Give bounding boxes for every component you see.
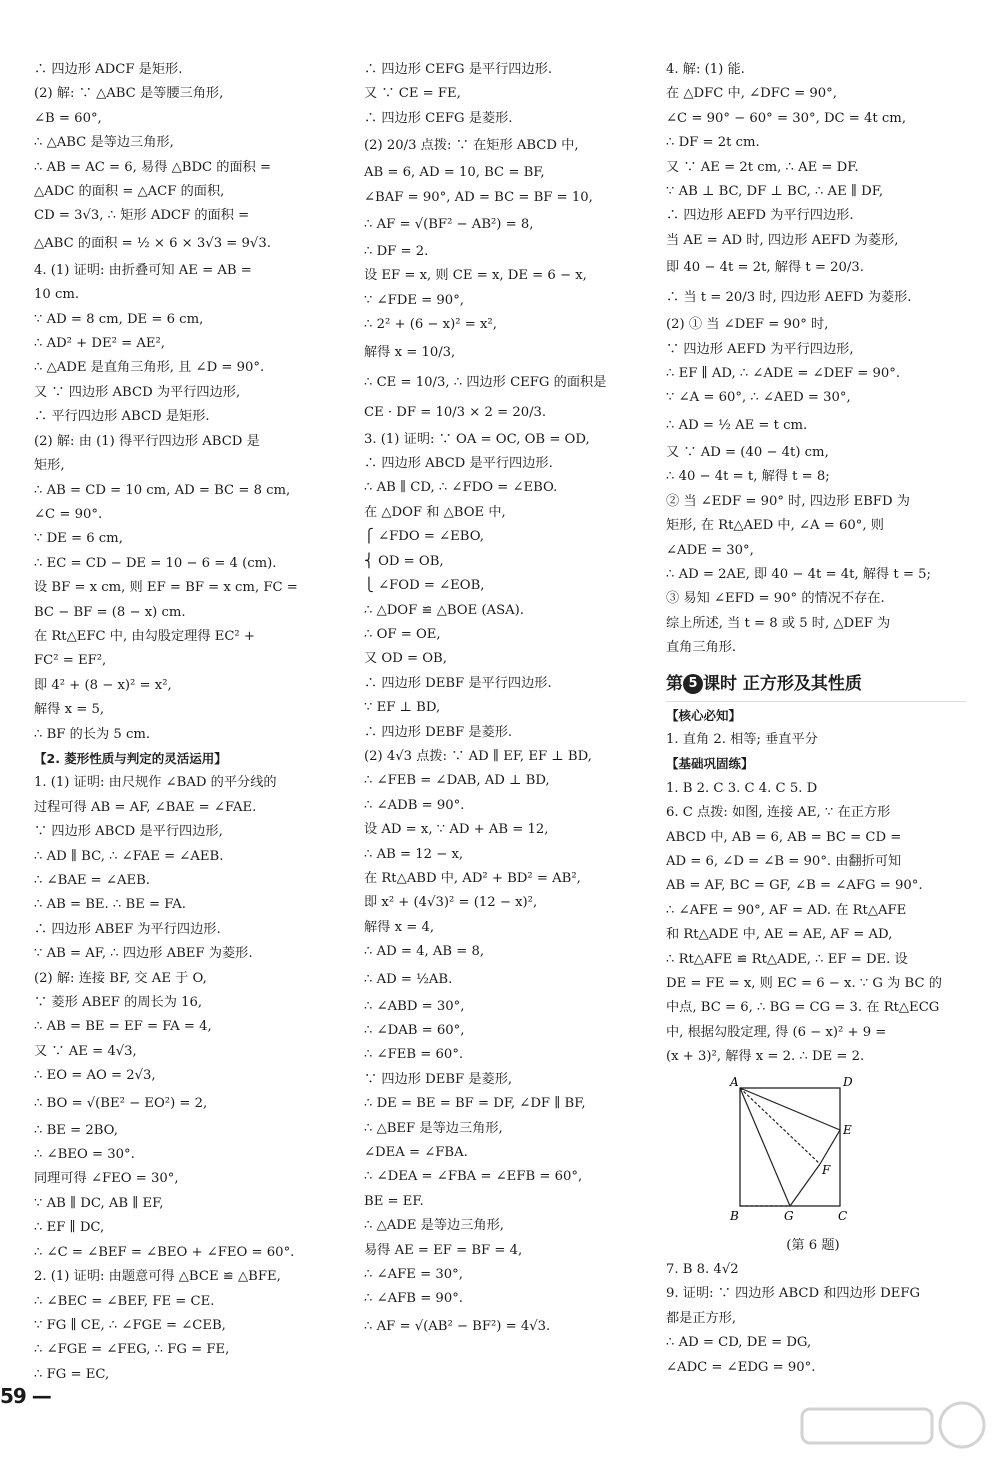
- col1-line: 在 Rt△EFC 中, 由勾股定理得 EC² +: [34, 628, 255, 644]
- col2-line: 易得 AE = EF = BF = 4,: [364, 1242, 523, 1258]
- col2-line: ∴ 四边形 DEBF 是菱形.: [364, 724, 513, 740]
- col3_top-line: 即 40 − 4t = 2t, 解得 t = 20/3.: [666, 260, 864, 276]
- col3_bottom-line: 中, 根据勾股定理, 得 (6 − x)² + 9 =: [666, 1024, 887, 1040]
- col3_top-line: 矩形, 在 Rt△AED 中, ∠A = 60°, 则: [666, 518, 884, 534]
- col1-line: ∴ BE = 2BO,: [34, 1122, 118, 1138]
- label-A: A: [730, 1074, 739, 1089]
- column-right: [666, 58, 966, 1380]
- col2-line: ∴ 四边形 DEBF 是平行四边形.: [364, 675, 552, 691]
- col2-line: ⎩ ∠FOD = ∠EOB,: [364, 578, 485, 594]
- col2-line: ∴ ∠AFB = 90°.: [364, 1291, 463, 1307]
- col2-line: (2) 20/3 点拨: ∵ 在矩形 ABCD 中,: [364, 138, 579, 154]
- col3_top-line: ∴ 40 − 4t = t, 解得 t = 8;: [666, 469, 830, 485]
- col2-line: ∴ AD = 4, AB = 8,: [364, 944, 485, 960]
- col1-line: ∵ AB = AF, ∴ 四边形 ABEF 为菱形.: [34, 946, 253, 962]
- col1-line: ∴ ∠BAE = ∠AEB.: [34, 873, 150, 888]
- col3_top-line: ∵ 四边形 AEFD 为平行四边形,: [666, 341, 854, 357]
- col1-line: ∵ FG ∥ CE, ∴ ∠FGE = ∠CEB,: [34, 1317, 226, 1333]
- col1-line: FC² = EF²,: [34, 653, 107, 669]
- col2-line: ∴ AB ∥ CD, ∴ ∠FDO = ∠EBO.: [364, 480, 558, 496]
- col3_top-line: ∴ AD = 2AE, 即 40 − 4t = 4t, 解得 t = 5;: [666, 566, 931, 582]
- label-E: E: [843, 1122, 852, 1137]
- col3_bottom-line: 6. C 点拨: 如图, 连接 AE, ∵ 在正方形: [666, 805, 891, 821]
- col1-line: 1. (1) 证明: 由尺规作 ∠BAD 的平分线的: [34, 775, 277, 791]
- col1-line: BC − BF = (8 − x) cm.: [34, 604, 186, 620]
- col1-line: ∵ AD = 8 cm, DE = 6 cm,: [34, 311, 204, 327]
- col3_end-line: 都是正方形,: [666, 1310, 737, 1326]
- page-number: 59 —: [0, 1384, 51, 1408]
- col2-line: ∴ ∠DAB = 60°,: [364, 1023, 465, 1038]
- col1-line: (2) 解: 连接 BF, 交 AE 于 O,: [34, 970, 207, 986]
- col2-line: 解得 x = 4,: [364, 919, 435, 935]
- col1-line: ∴ AD² + DE² = AE²,: [34, 336, 165, 352]
- col2-line: ∠DEA = ∠FBA.: [364, 1145, 468, 1161]
- col1-line: ∴ AB = BE. ∴ BE = FA.: [34, 897, 186, 913]
- col1-line: 解得 x = 5,: [34, 702, 105, 718]
- col1-line: 又 ∵ 四边形 ABCD 为平行四边形,: [34, 384, 241, 400]
- col1-line: ∴ △ABC 是等边三角形,: [34, 135, 174, 151]
- col1-line: 即 4² + (8 − x)² = x²,: [34, 677, 172, 693]
- col3_top-line: ∠ADE = 30°,: [666, 542, 754, 558]
- col2-line: ∵ ∠FDE = 90°,: [364, 292, 464, 308]
- col3_top-line: ② 当 ∠EDF = 90° 时, 四边形 EBFD 为: [666, 493, 910, 509]
- col1-line: 10 cm.: [34, 287, 80, 303]
- col3_bottom-line: 1. 直角 2. 相等; 垂直平分: [666, 731, 818, 747]
- col2-line: ∴ △DOF ≌ △BOE (ASA).: [364, 602, 524, 618]
- square-fold-figure: [728, 1074, 898, 1234]
- column-left: [34, 58, 334, 1387]
- col1-line: ∴ ∠FGE = ∠FEG, ∴ FG = FE,: [34, 1342, 230, 1358]
- lesson-heading: [666, 667, 966, 702]
- col2-line: 解得 x = 10/3,: [364, 344, 456, 360]
- col3_top-line: ∴ EF ∥ AD, ∴ ∠ADE = ∠DEF = 90°.: [666, 366, 901, 382]
- col3_top-line: ∠C = 90° − 60° = 30°, DC = 4t cm,: [666, 110, 907, 126]
- col2-line: 在 Rt△ABD 中, AD² + BD² = AB²,: [364, 870, 581, 886]
- col3_top-line: ∵ AB ⊥ BC, DF ⊥ BC, ∴ AE ∥ DF,: [666, 184, 884, 200]
- col3_top-line: ∴ 四边形 AEFD 为平行四边形.: [666, 208, 854, 224]
- col1-line: CD = 3√3, ∴ 矩形 ADCF 的面积 =: [34, 208, 250, 224]
- col3_top-line: 当 AE = AD 时, 四边形 AEFD 为菱形,: [666, 232, 899, 248]
- col3_bottom-line: 【核心必知】: [666, 707, 742, 723]
- col3_top-line: ∴ 当 t = 20/3 时, 四边形 AEFD 为菱形.: [666, 290, 912, 306]
- lesson-number-badge: 5: [683, 674, 703, 694]
- col2-line: ⎧ ∠FDO = ∠EBO,: [364, 529, 484, 545]
- col1-line: ∴ ∠BEC = ∠BEF, FE = CE.: [34, 1293, 215, 1309]
- figure-caption: (第 6 题): [786, 1237, 840, 1253]
- col3_end-line: 7. B 8. 4√2: [666, 1262, 739, 1278]
- label-D: D: [843, 1074, 853, 1089]
- col2-line: ∴ 四边形 CEFG 是平行四边形.: [364, 62, 553, 77]
- col2-line: ∠BAF = 90°, AD = BC = BF = 10,: [364, 189, 593, 205]
- col2-line: ∴ ∠DEA = ∠FBA = ∠EFB = 60°,: [364, 1169, 583, 1185]
- col2-line: ⎨ OD = OB,: [364, 553, 444, 569]
- col2-line: BE = EF.: [364, 1193, 424, 1209]
- col2-line: ∴ 2² + (6 − x)² = x²,: [364, 317, 497, 333]
- col1-line: ∴ 四边形 ABEF 为平行四边形.: [34, 921, 221, 937]
- label-F: F: [822, 1162, 831, 1177]
- col2-line: ∴ AF = √(BF² − AB²) = 8,: [364, 217, 534, 233]
- col1-line: ∴ BF 的长为 5 cm.: [34, 726, 151, 742]
- col2-line: ∴ DE = BE = BF = DF, ∠DF ∥ BF,: [364, 1096, 586, 1112]
- col1-line: 4. (1) 证明: 由折叠可知 AE = AB =: [34, 262, 252, 278]
- col2-line: 设 EF = x, 则 CE = x, DE = 6 − x,: [364, 268, 587, 284]
- col1-line: ∠B = 60°,: [34, 110, 102, 126]
- col2-line: ∴ ∠FEB = ∠DAB, AD ⊥ BD,: [364, 773, 550, 789]
- col2-line: ∴ OF = OE,: [364, 626, 441, 642]
- col1-line: ∴ BO = √(BE² − EO²) = 2,: [34, 1095, 208, 1111]
- col2-line: ∴ 四边形 CEFG 是菱形.: [364, 110, 513, 126]
- col3_bottom-line: ∴ ∠AFE = 90°, AF = AD. 在 Rt△AFE: [666, 902, 907, 918]
- col1-line: ∴ AD ∥ BC, ∴ ∠FAE = ∠AEB.: [34, 848, 224, 864]
- col3_bottom-line: 【基础巩固练】: [666, 756, 754, 772]
- col2-line: ∴ CE = 10/3, ∴ 四边形 CEFG 的面积是: [364, 374, 607, 390]
- col3_top-line: 又 ∵ AD = (40 − 4t) cm,: [666, 444, 829, 460]
- col2-line: ∴ AB = 12 − x,: [364, 846, 464, 862]
- col2-line: ∴ DF = 2.: [364, 244, 429, 260]
- col2-line: ∴ △BEF 是等边三角形,: [364, 1120, 503, 1136]
- col3_bottom-line: (x + 3)², 解得 x = 2. ∴ DE = 2.: [666, 1049, 865, 1065]
- col3_top-line: 在 △DFC 中, ∠DFC = 90°,: [666, 86, 837, 102]
- col1-line: ∴ 四边形 ADCF 是矩形.: [34, 62, 183, 77]
- col3_end-line: ∴ AD = CD, DE = DG,: [666, 1335, 812, 1351]
- col3_top-line: 综上所述, 当 t = 8 或 5 时, △DEF 为: [666, 615, 891, 631]
- col2-line: CE · DF = 10/3 × 2 = 20/3.: [364, 404, 547, 420]
- col1-line: ∴ FG = EC,: [34, 1366, 110, 1382]
- col3_top-line: ③ 易知 ∠EFD = 90° 的情况不存在.: [666, 591, 885, 607]
- label-C: C: [838, 1208, 848, 1223]
- col2-line: ∵ EF ⊥ BD,: [364, 700, 441, 716]
- col1-line: ∵ 菱形 ABEF 的周长为 16,: [34, 995, 203, 1011]
- col3_top-line: 又 ∵ AE = 2t cm, ∴ AE = DF.: [666, 159, 859, 175]
- col2-line: AB = 6, AD = 10, BC = BF,: [364, 165, 545, 181]
- col3_bottom-line: 中点, BC = 6, ∴ BG = CG = 3. 在 Rt△ECG: [666, 1000, 940, 1016]
- col2-line: ∴ 四边形 ABCD 是平行四边形.: [364, 456, 553, 472]
- col1-line: ∴ EO = AO = 2√3,: [34, 1068, 156, 1084]
- col2-line: ∴ △ADE 是等边三角形,: [364, 1218, 504, 1234]
- col3_bottom-line: AB = AF, BC = GF, ∠B = ∠AFG = 90°.: [666, 878, 923, 894]
- col1-line: 过程可得 AB = AF, ∠BAE = ∠FAE.: [34, 799, 257, 815]
- problem-7-9-answers: [666, 1258, 966, 1380]
- col1-line: ∴ AB = AC = 6, 易得 △BDC 的面积 =: [34, 159, 272, 175]
- col1-line: 【2. 菱形性质与判定的灵活运用】: [34, 750, 227, 766]
- col3_end-line: ∠ADC = ∠EDG = 90°.: [666, 1359, 816, 1375]
- lesson-title: 课时 正方形及其性质: [703, 673, 862, 694]
- col1-line: ∴ 平行四边形 ABCD 是矩形.: [34, 409, 210, 425]
- col1-line: 又 ∵ AE = 4√3,: [34, 1043, 137, 1059]
- col2-line: ∴ AD = ½AB.: [364, 971, 453, 987]
- col3_bottom-line: 和 Rt△ADE 中, AE = AE, AF = AD,: [666, 927, 893, 943]
- col3_bottom-line: ABCD 中, AB = 6, AB = BC = CD =: [666, 829, 902, 845]
- col3_bottom-line: AD = 6, ∠D = ∠B = 90°. 由翻折可知: [666, 853, 902, 869]
- col1-line: ∠C = 90°.: [34, 506, 103, 522]
- col2-line: 即 x² + (4√3)² = (12 − x)²,: [364, 895, 538, 911]
- col2-line: ∵ 四边形 DEBF 是菱形,: [364, 1071, 513, 1087]
- col2-line: ∴ ∠ABD = 30°,: [364, 998, 465, 1014]
- col3_end-line: 9. 证明: ∵ 四边形 ABCD 和四边形 DEFG: [666, 1286, 921, 1302]
- col2-line: 在 △DOF 和 △BOE 中,: [364, 504, 506, 520]
- col1-line: 同理可得 ∠FEO = 30°,: [34, 1171, 179, 1187]
- label-G: G: [784, 1208, 794, 1223]
- geometry-diagram: [728, 1074, 898, 1234]
- col3_top-line: ∴ DF = 2t cm.: [666, 135, 760, 151]
- col1-line: 矩形,: [34, 458, 65, 474]
- col1-line: (2) 解: 由 (1) 得平行四边形 ABCD 是: [34, 433, 260, 449]
- col2-line: ∴ AF = √(AB² − BF²) = 4√3.: [364, 1318, 551, 1334]
- col1-line: 2. (1) 证明: 由题意可得 △BCE ≌ △BFE,: [34, 1269, 281, 1285]
- col1-line: ∴ EF ∥ DC,: [34, 1220, 105, 1236]
- col3_top-line: 4. 解: (1) 能.: [666, 62, 745, 77]
- column-middle: [364, 58, 654, 1342]
- col1-line: ∴ AB = CD = 10 cm, AD = BC = 8 cm,: [34, 482, 291, 498]
- col1-line: ∵ DE = 6 cm,: [34, 531, 123, 547]
- lesson-prefix: 第: [666, 673, 683, 694]
- col3_top-line: ∴ AD = ½ AE = t cm.: [666, 417, 808, 433]
- col1-line: (2) 解: ∵ △ABC 是等腰三角形,: [34, 86, 224, 102]
- col3_top-line: 直角三角形.: [666, 640, 737, 656]
- label-B: B: [730, 1208, 739, 1223]
- col1-line: ∴ △ADE 是直角三角形, 且 ∠D = 90°.: [34, 360, 265, 376]
- col2-line: ∴ ∠ADB = 90°.: [364, 797, 465, 813]
- problem-4-solution: [666, 58, 966, 661]
- col2-line: (2) 4√3 点拨: ∵ AD ∥ EF, EF ⊥ BD,: [364, 748, 592, 764]
- col1-line: ∴ EC = CD − DE = 10 − 6 = 4 (cm).: [34, 555, 277, 571]
- col3_bottom-line: DE = FE = x, 则 EC = 6 − x. ∵ G 为 BC 的: [666, 976, 942, 991]
- col1-line: ∴ ∠BEO = 30°.: [34, 1147, 135, 1163]
- col1-line: △ADC 的面积 = △ACF 的面积,: [34, 184, 225, 200]
- col1-line: ∴ AB = BE = EF = FA = 4,: [34, 1019, 212, 1035]
- col2-line: 又 OD = OB,: [364, 651, 447, 667]
- lesson-answers: [666, 704, 966, 1070]
- col2-line: 又 ∵ CE = FE,: [364, 86, 461, 102]
- col2-line: ∴ ∠AFE = 30°,: [364, 1267, 463, 1283]
- col2-line: 3. (1) 证明: ∵ OA = OC, OB = OD,: [364, 431, 590, 447]
- col3_bottom-line: ∴ Rt△AFE ≌ Rt△ADE, ∴ EF = DE. 设: [666, 951, 908, 967]
- col2-line: 设 AD = x, ∵ AD + AB = 12,: [364, 822, 549, 838]
- col2-line: ∴ ∠FEB = 60°.: [364, 1047, 464, 1063]
- col1-line: ∵ 四边形 ABCD 是平行四边形,: [34, 824, 223, 840]
- col1-line: △ABC 的面积 = ½ × 6 × 3√3 = 9√3.: [34, 235, 271, 251]
- col1-line: ∴ ∠C = ∠BEF = ∠BEO + ∠FEO = 60°.: [34, 1244, 295, 1260]
- col3_top-line: (2) ① 当 ∠DEF = 90° 时,: [666, 317, 829, 333]
- col3_top-line: ∵ ∠A = 60°, ∴ ∠AED = 30°,: [666, 390, 851, 406]
- col1-line: ∵ AB ∥ DC, AB ∥ EF,: [34, 1195, 164, 1211]
- col1-line: 设 BF = x cm, 则 EF = BF = x cm, FC =: [34, 580, 298, 596]
- col3_bottom-line: 1. B 2. C 3. C 4. C 5. D: [666, 780, 818, 796]
- page-number-value: 59: [0, 1384, 26, 1408]
- site-watermark-logo: [792, 1395, 992, 1465]
